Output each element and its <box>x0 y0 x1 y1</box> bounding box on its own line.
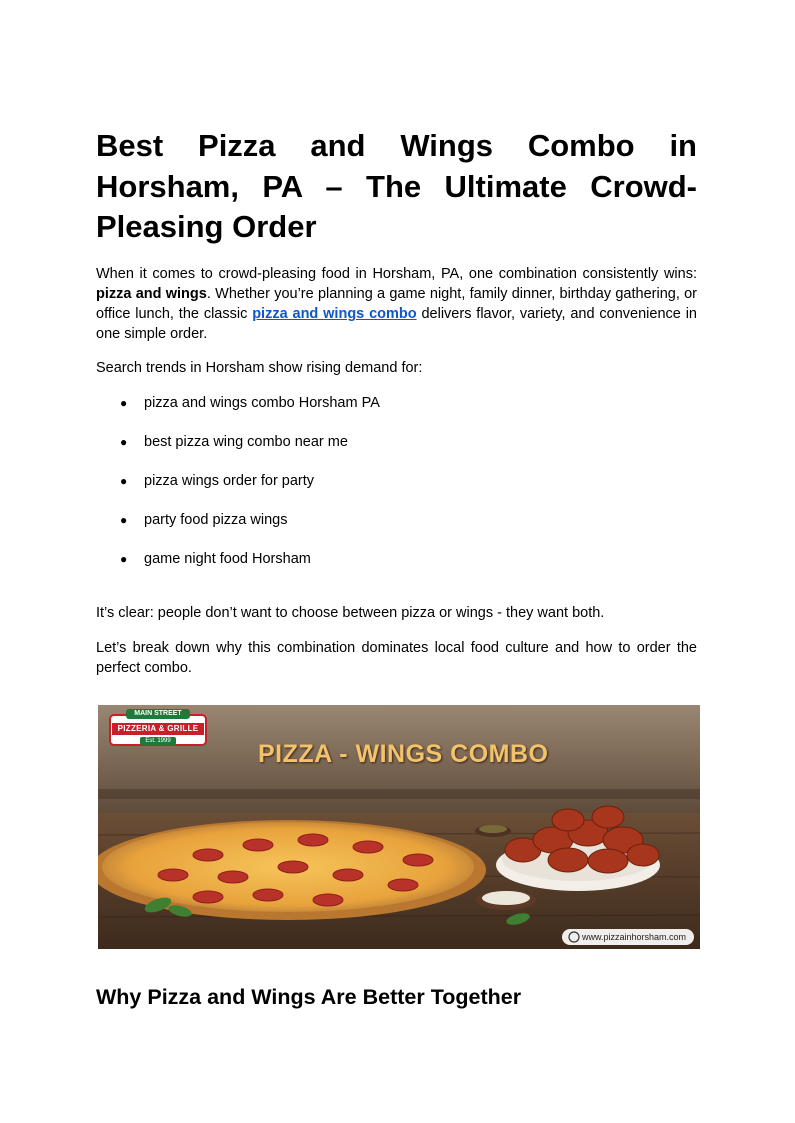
website-label: www.pizzainhorsham.com <box>582 932 687 942</box>
logo-main-text: PIZZERIA & GRILLE <box>117 724 199 733</box>
bullet-icon: ● <box>120 513 128 527</box>
bullet-icon: ● <box>120 435 128 449</box>
pizza-wings-combo-link[interactable]: pizza and wings combo <box>252 306 417 322</box>
logo-est-text: Est. 1999 <box>145 738 171 744</box>
list-item-text: party food pizza wings <box>144 512 288 528</box>
clear-statement: It’s clear: people don’t want to choose between pizza or wings - they want both. <box>96 605 605 621</box>
list-item <box>96 510 697 549</box>
list-item <box>96 393 697 432</box>
bullet-icon: ● <box>120 396 128 410</box>
page-title: Best Pizza and Wings Combo in Horsham, PA – The Ultimate Crowd-Pleasing Order <box>96 128 697 244</box>
intro-text-3: delivers flavor, variety, and convenience in one simple order. <box>96 306 697 342</box>
intro-text-2: . Whether you’re planning a game night, family dinner, birthday gathering, or office lunch, the classic <box>96 286 698 322</box>
list-item-text: pizza and wings combo Horsham PA <box>144 395 380 411</box>
bullet-icon: ● <box>120 552 128 566</box>
breakdown-paragraph: Let’s break down why this combination dominates local food culture and how to order the perfect combo. <box>96 640 697 676</box>
list-item <box>96 471 697 510</box>
bullet-icon: ● <box>120 474 128 488</box>
logo-top-text: MAIN STREET <box>134 710 182 717</box>
list-item <box>96 432 697 471</box>
list-item <box>96 549 697 588</box>
hero-image <box>98 705 700 949</box>
section-heading: Why Pizza and Wings Are Better Together <box>96 985 522 1009</box>
hero-headline: PIZZA - WINGS COMBO <box>258 740 549 768</box>
search-terms-list <box>96 393 697 588</box>
intro-bold: pizza and wings <box>96 286 207 302</box>
list-item-text: game night food Horsham <box>144 551 311 567</box>
intro-paragraph <box>96 264 697 344</box>
intro-text-1: When it comes to crowd-pleasing food in Horsham, PA, one combination consistently wins: <box>96 266 697 282</box>
list-item-text: pizza wings order for party <box>144 473 315 489</box>
list-item-text: best pizza wing combo near me <box>144 434 348 450</box>
search-trends-lead: Search trends in Horsham show rising demand for: <box>96 360 423 376</box>
